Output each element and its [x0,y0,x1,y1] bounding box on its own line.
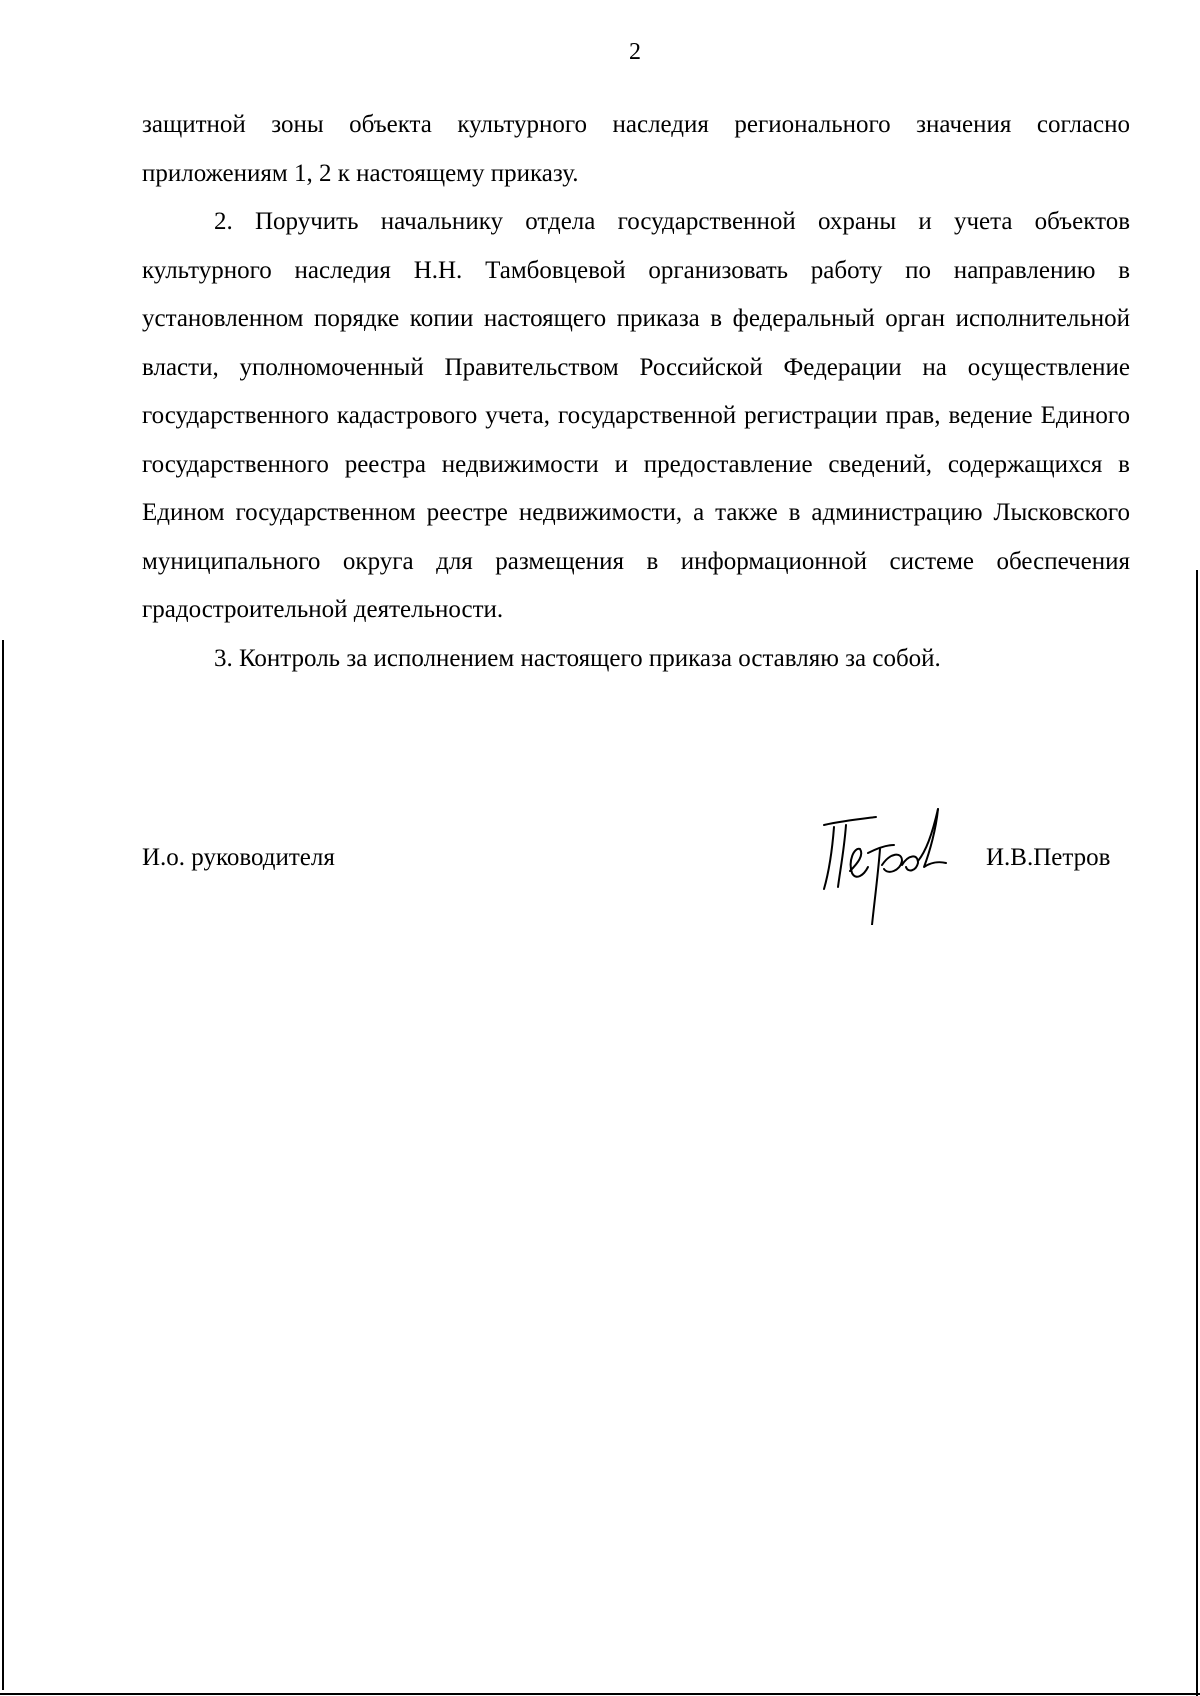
scan-border-left [2,640,4,1690]
signatory-name: И.В.Петров [986,844,1111,871]
page-number: 2 [629,39,641,65]
paragraph-item-3: 3. Контроль за исполнением настоящего приказа оставляю за собой. [214,644,941,672]
handwritten-signature-icon [820,805,950,925]
scan-border-right [1196,570,1198,1696]
signatory-title: И.о. руководителя [142,844,335,871]
scan-border-bottom [0,1693,1200,1695]
paragraph-continuation: защитной зоны объекта культурного наследия регионального значения согласно приложениям 1, 2 к настоящему приказу. [142,111,1130,187]
paragraph-item-2: 2. Поручить начальнику отдела государственной охраны и учета объектов культурного наследия Н.Н. Тамбовцевой организовать работу по направлению в установленном порядке копии настоящего приказа в федеральный орган исполнительной власти, уполномоченный Правительством Российской Федерации на осуществление государственного кадастрового учета, государственной регистрации прав, ведение Единого государственного реестра недвижимости и предоставление сведений, содержащихся в Едином государственном реестре недвижимости, а также в администрацию Лысковского муниципального округа для размещения в информационной системе обеспечения градостроительной деятельности. [142,208,1130,623]
document-body [142,101,1130,683]
